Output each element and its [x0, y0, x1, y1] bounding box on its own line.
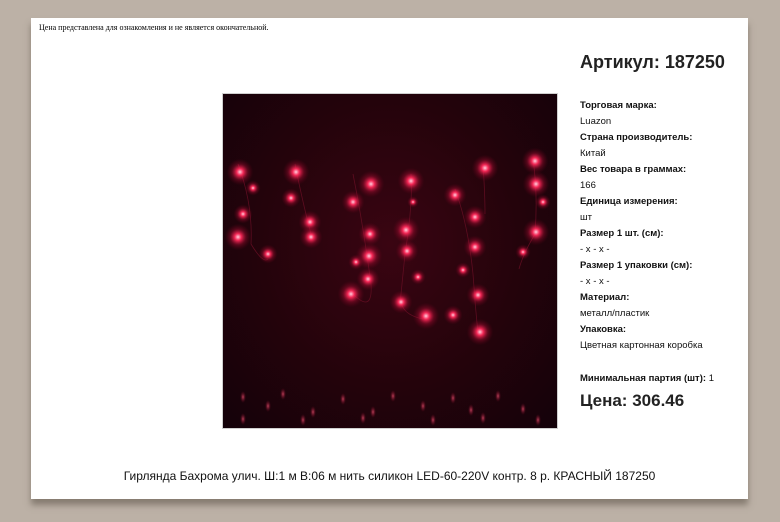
price-value: 306.46: [632, 391, 685, 410]
led-light: [444, 184, 467, 207]
price-label: Цена:: [580, 391, 628, 410]
spec-value-item-size: - x - x -: [580, 244, 610, 255]
spec-item: [580, 162, 745, 194]
led-reflection: [450, 392, 456, 404]
led-light: [283, 159, 310, 186]
spec-label-weight: Вес товара в граммах:: [580, 164, 687, 175]
product-name: Гирлянда Бахрома улич. Ш:1 м В:06 м нить силикон LED-60-220V контр. 8 р. КРАСНЫЙ 187250: [123, 469, 656, 483]
led-reflection: [300, 414, 306, 426]
spec-value-brand: Luazon: [580, 116, 612, 127]
min-order: [580, 373, 714, 384]
spec-label-item-size: Размер 1 шт. (см):: [580, 228, 664, 239]
spec-item: [580, 226, 745, 258]
led-light: [227, 159, 254, 186]
led-reflection: [265, 400, 271, 412]
product-photo: [222, 93, 558, 429]
spec-label-brand: Торговая марка:: [580, 100, 657, 111]
led-light: [245, 180, 260, 195]
led-reflection: [340, 393, 346, 405]
led-light: [358, 171, 385, 198]
spec-item: [580, 290, 745, 322]
led-reflection: [240, 391, 246, 403]
product-sheet: [31, 18, 748, 499]
led-light: [523, 219, 550, 246]
garland-image: [223, 94, 557, 428]
led-light: [535, 194, 550, 209]
min-order-label: Минимальная партия (шт):: [580, 373, 707, 384]
spec-value-country: Китай: [580, 148, 606, 159]
spec-label-country: Страна производитель:: [580, 132, 693, 143]
spec-label-material: Материал:: [580, 292, 630, 303]
led-light: [467, 284, 490, 307]
led-light: [398, 168, 425, 195]
spec-item: [580, 130, 745, 162]
led-light: [523, 171, 550, 198]
led-reflection: [370, 406, 376, 418]
price-disclaimer: Цена представлена для ознакомления и не является окончательной.: [39, 23, 269, 32]
spec-list: [580, 98, 745, 354]
spec-item: [580, 98, 745, 130]
led-reflection: [360, 412, 366, 424]
led-light: [396, 240, 419, 263]
spec-label-package-size: Размер 1 упаковки (см):: [580, 260, 693, 271]
led-reflection: [420, 400, 426, 412]
led-light: [282, 189, 301, 208]
led-light: [234, 205, 253, 224]
led-light: [259, 245, 278, 264]
led-reflection: [390, 390, 396, 402]
led-reflection: [495, 390, 501, 402]
led-light: [444, 306, 463, 325]
led-light: [407, 196, 418, 207]
led-light: [467, 319, 494, 346]
article-label: Артикул:: [580, 52, 660, 72]
led-light: [522, 148, 549, 175]
spec-value-package-size: - x - x -: [580, 276, 610, 287]
led-reflection: [240, 413, 246, 425]
spec-value-packaging: Цветная картонная коробка: [580, 340, 703, 351]
article-number: 187250: [664, 52, 725, 72]
spec-item: [580, 322, 745, 354]
led-light: [464, 236, 487, 259]
led-light: [410, 269, 425, 284]
min-order-value: 1: [708, 373, 714, 384]
led-light: [338, 281, 365, 308]
spec-value-weight: 166: [580, 180, 596, 191]
spec-item: [580, 194, 745, 226]
spec-label-unit: Единица измерения:: [580, 196, 678, 207]
led-reflection: [280, 388, 286, 400]
led-light: [413, 303, 440, 330]
led-light: [356, 243, 383, 270]
led-light: [472, 155, 499, 182]
led-reflection: [480, 412, 486, 424]
led-light: [342, 191, 365, 214]
spec-label-packaging: Упаковка:: [580, 324, 627, 335]
led-reflection: [310, 406, 316, 418]
led-light: [515, 244, 530, 259]
led-reflection: [430, 414, 436, 426]
article-heading: [580, 52, 725, 73]
led-light: [393, 217, 420, 244]
spec-value-unit: шт: [580, 212, 592, 223]
price: [580, 391, 684, 411]
led-light: [300, 226, 323, 249]
led-reflection: [468, 404, 474, 416]
led-light: [359, 223, 382, 246]
led-reflection: [535, 414, 541, 426]
led-light: [225, 224, 252, 251]
led-light: [390, 291, 413, 314]
led-light: [455, 262, 470, 277]
spec-value-material: металл/пластик: [580, 308, 650, 319]
spec-item: [580, 258, 745, 290]
led-light: [464, 206, 487, 229]
led-reflection: [520, 403, 526, 415]
